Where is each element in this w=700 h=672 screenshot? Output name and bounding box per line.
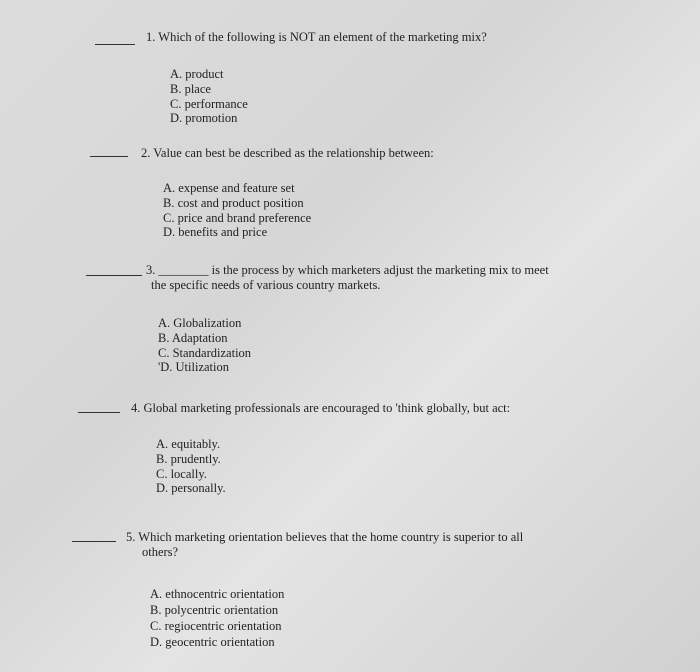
question-3 (146, 263, 549, 278)
option-a: A. Globalization (158, 316, 242, 330)
options-3 (158, 316, 251, 375)
question-text: Which marketing orientation believes that the home country is superior to all (138, 530, 524, 544)
question-text: Value can best be described as the relationship between: (153, 146, 434, 160)
answer-blank-3[interactable] (86, 275, 142, 276)
option-c: C. price and brand preference (163, 210, 312, 225)
answer-blank-1[interactable] (95, 44, 135, 45)
option-d: D. geocentric orientation (150, 635, 275, 649)
question-number: 2. (141, 146, 151, 160)
question-number: 3. (146, 263, 156, 277)
answer-blank-5[interactable] (72, 541, 116, 542)
question-text: Global marketing professionals are encouraged to 'think globally, but act: (143, 401, 511, 415)
options-4 (156, 437, 226, 496)
question-5-line2: others? (142, 545, 179, 559)
option-b: B. polycentric orientation (150, 603, 279, 617)
option-d: D. benefits and price (163, 225, 268, 240)
question-number: 4. (131, 401, 141, 415)
option-a: A. equitably. (156, 437, 221, 451)
options-5 (150, 586, 284, 650)
option-c: C. regiocentric orientation (150, 619, 282, 633)
option-a: A. ethnocentric orientation (150, 587, 285, 601)
question-text: Which of the following is NOT an element of the marketing mix? (158, 30, 487, 44)
option-c: C. performance (170, 96, 248, 111)
answer-blank-4[interactable] (78, 412, 120, 413)
fill-in-blank: ________ (158, 263, 209, 277)
question-number: 5. (126, 530, 136, 544)
option-a: A. product (170, 67, 224, 81)
option-b: B. cost and product position (163, 195, 304, 210)
answer-blank-2[interactable] (90, 156, 128, 157)
question-1 (146, 30, 487, 45)
option-d: D. personally. (156, 481, 226, 496)
option-b: B. place (170, 81, 211, 96)
options-2 (163, 181, 311, 240)
option-c: C. locally. (156, 466, 207, 481)
options-1 (170, 67, 248, 126)
option-a: A. expense and feature set (163, 181, 295, 195)
option-c: C. Standardization (158, 345, 252, 360)
option-d: 'D. Utilization (158, 360, 229, 375)
question-text: is the process by which marketers adjust the marketing mix to meet (211, 263, 549, 277)
option-b: B. prudently. (156, 451, 221, 466)
option-b: B. Adaptation (158, 330, 228, 345)
question-2 (141, 146, 434, 161)
question-5 (126, 530, 523, 545)
question-4 (131, 401, 510, 416)
question-3-line2: the specific needs of various country markets. (151, 278, 381, 292)
option-d: D. promotion (170, 111, 238, 126)
question-number: 1. (146, 30, 156, 44)
